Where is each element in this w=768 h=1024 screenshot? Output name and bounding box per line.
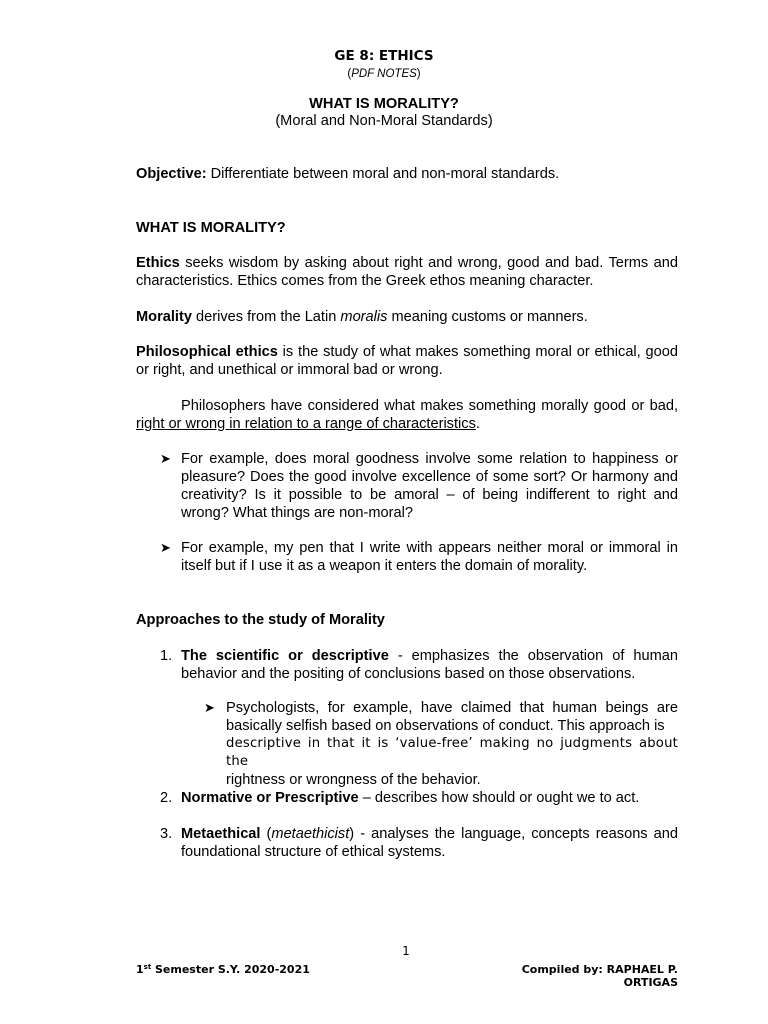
sub-bullet-line-c: rightness or wrongness of the behavior. [226,772,481,788]
page-number: 1 [402,944,410,958]
bullet-item: For example, does moral goodness involve some relation to happiness or pleasure? Does the good involve excellence of some sort? Or harmony and creativity? Is it possible to be amoral – of being indifferent to right and wrong? What things are non-moral? [181,451,678,521]
bullet-item: For example, my pen that I write with appears neither moral or immoral in itself but if I use it as a weapon it enters the domain of morality. [181,540,678,574]
course-title: GE 8: ETHICS [334,48,434,64]
approach-term: Normative or Prescriptive [181,790,359,806]
list-number: 3. [160,826,173,842]
morality-paragraph [136,308,678,326]
ethics-term: Ethics [136,255,180,271]
morality-text-b: meaning customs or manners. [387,309,588,325]
philosophers-end: . [475,416,480,432]
morality-text-a: derives from the Latin [191,309,341,325]
philosophers-text: Philosophers have considered what makes something morally good or bad, [181,398,678,414]
philosophical-ethics-text: is the study of what makes something moral or ethical, good or right, and unethical or immoral bad or wrong. [136,344,679,378]
pdf-notes-label: (PDF NOTES) [347,68,421,80]
arrow-bullet-icon: ➤ [204,700,215,715]
approach-text: – describes how should or ought we to act. [358,790,640,806]
footer-compiled-by: Compiled by: RAPHAEL P. ORTIGAS [521,963,678,989]
section-heading-morality: WHAT IS MORALITY? [136,220,286,236]
footer-semester [136,963,310,976]
footer-semester-num: 1 [136,963,144,976]
approach-item-metaethical [181,825,678,861]
philosophical-ethics-term: Philosophical ethics [136,344,278,360]
morality-term: Morality [136,309,192,325]
sub-bullet-line-b: descriptive in that it is ‘value-free’ making no judgments about the [226,736,678,769]
approach-text: ) - analyses the language, concepts reasons and foundational structure of ethical systems. [181,826,679,860]
objective [136,165,678,183]
approach-italic-term: metaethicist [271,826,350,842]
sub-bullet-item [226,699,678,789]
arrow-bullet-icon: ➤ [160,451,171,466]
arrow-bullet-icon: ➤ [160,540,171,555]
approach-item-normative [181,789,678,807]
list-number: 1. [160,648,173,664]
philosophical-ethics-paragraph [136,343,678,379]
ethics-paragraph [136,254,678,290]
philosophers-underlined: right or wrong in relation to a range of characteristics [136,416,476,432]
pdf-notes-text: PDF NOTES [351,68,417,80]
objective-text: Differentiate between moral and non-moral standards. [206,166,560,182]
sub-bullet-line-a: Psychologists, for example, have claimed that human beings are basically selfish based on observations of conduct. This approach is [226,700,678,734]
approach-text: - emphasizes the observation of human behavior and the positing of conclusions based on those observations. [181,648,678,682]
section-heading-approaches: Approaches to the study of Morality [136,612,385,628]
footer-semester-text: Semester S.Y. 2020-2021 [151,963,310,976]
list-number: 2. [160,790,173,806]
philosophers-paragraph [136,397,678,433]
ethics-text: seeks wisdom by asking about right and wrong, good and bad. Terms and characteristics. Ethics comes from the Greek ethos meaning character. [136,255,678,289]
objective-label: Objective: [136,166,207,182]
approach-term: Metaethical [181,826,261,842]
approach-item-descriptive [181,647,678,683]
approach-paren-open: ( [260,826,272,842]
page-subtitle: (Moral and Non-Moral Standards) [275,113,493,129]
footer-semester-sup: st [143,963,152,971]
page-title: WHAT IS MORALITY? [309,96,459,112]
approach-term: The scientific or descriptive [181,648,389,664]
morality-latin-word: moralis [340,309,388,325]
